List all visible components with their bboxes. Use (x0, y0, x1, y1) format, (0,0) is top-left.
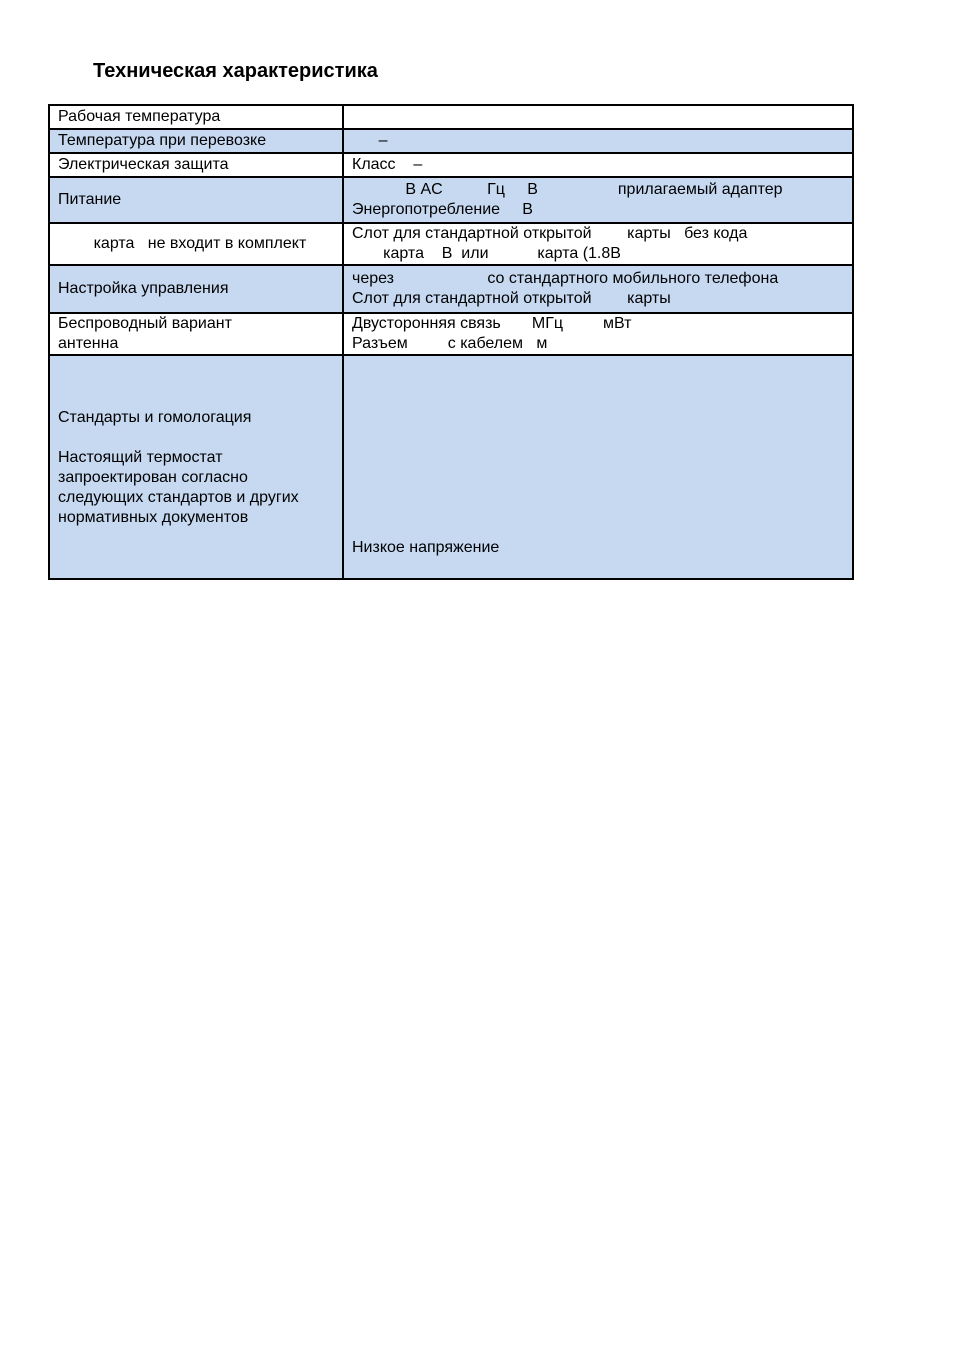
row-value: Низкое напряжение (343, 355, 853, 579)
row-label: карта не входит в комплект (49, 223, 343, 265)
row-label: Беспроводный вариант антенна (49, 313, 343, 355)
spacer (58, 428, 334, 448)
table-row-control-setup (49, 265, 853, 313)
table-row-electrical-protection (49, 153, 853, 177)
row-value: через со стандартного мобильного телефона Слот для стандартной открытой карты (343, 265, 853, 313)
row-label: Температура при перевозке (49, 129, 343, 153)
table-row-operating-temperature (49, 105, 853, 129)
row-value: Класс – (343, 153, 853, 177)
row-value: – (343, 129, 853, 153)
table-row-transport-temperature (49, 129, 853, 153)
table-row-power-supply (49, 177, 853, 223)
row-value: Слот для стандартной открытой карты без кода карта В или карта (1.8В (343, 223, 853, 265)
table-row-standards (49, 355, 853, 579)
row-label: Стандарты и гомологация Настоящий термостат запроектирован согласно следующих стандартов и других нормативных документов (49, 355, 343, 579)
spec-table (48, 104, 854, 580)
page-title: Техническая характеристика (93, 60, 378, 82)
standards-title: Стандарты и гомологация (58, 409, 252, 426)
row-value (343, 105, 853, 129)
row-value: Двусторонняя связь МГц мВт Разъем с кабелем м (343, 313, 853, 355)
table-row-wireless-version (49, 313, 853, 355)
row-label: Электрическая защита (49, 153, 343, 177)
row-label: Настройка управления (49, 265, 343, 313)
row-label: Питание (49, 177, 343, 223)
row-value: В AC Гц В прилагаемый адаптер Энергопотребление В (343, 177, 853, 223)
table-row-card (49, 223, 853, 265)
row-label: Рабочая температура (49, 105, 343, 129)
